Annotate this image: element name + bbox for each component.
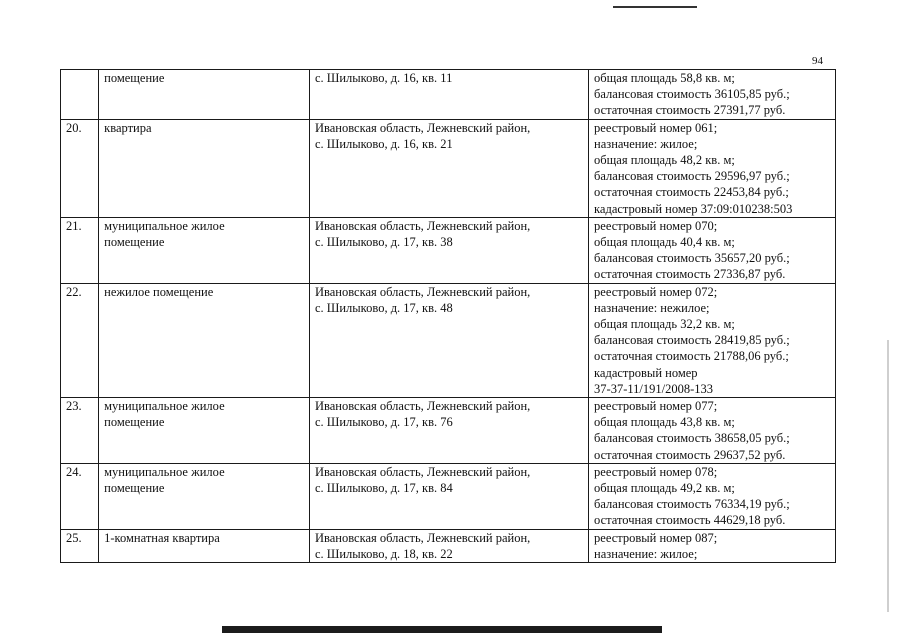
text-line: общая площадь 40,4 кв. м;: [594, 235, 735, 250]
text-line: реестровый номер 077;: [594, 399, 718, 414]
text-line: 37-37-11/191/2008-133: [594, 381, 714, 396]
address-cell: [309, 217, 588, 283]
text-line: помещение: [104, 235, 165, 250]
text-line: общая площадь 48,2 кв. м;: [594, 153, 735, 168]
scan-edge-mark: [887, 340, 889, 612]
text-line: с. Шилыково, д. 16, кв. 21: [314, 136, 453, 151]
address-cell: [309, 463, 588, 529]
table-row: [61, 217, 836, 283]
text-line: назначение: жилое;: [594, 546, 698, 561]
text-line: остаточная стоимость 27391,77 руб.: [594, 103, 786, 118]
row-number-cell: 23.: [61, 398, 99, 464]
table-row: [61, 529, 836, 562]
table-row: [61, 119, 836, 217]
text-line: общая площадь 49,2 кв. м;: [594, 481, 735, 496]
object-name-cell: [99, 283, 310, 397]
text-line: 1-комнатная квартира: [104, 530, 220, 545]
text-line: квартира: [104, 120, 152, 135]
row-number-cell: 25.: [61, 529, 99, 562]
text-line: назначение: нежилое;: [594, 300, 710, 315]
property-registry-table: [60, 69, 836, 563]
address-cell: [309, 119, 588, 217]
object-name-cell: [99, 398, 310, 464]
object-name-cell: [99, 529, 310, 562]
table-row: [61, 283, 836, 397]
address-cell: [309, 398, 588, 464]
text-line: остаточная стоимость 27336,87 руб.: [594, 267, 786, 282]
text-line: общая площадь 58,8 кв. м;: [594, 71, 735, 85]
details-cell: [589, 70, 836, 120]
text-line: остаточная стоимость 22453,84 руб.;: [594, 185, 789, 200]
text-line: помещение: [104, 481, 165, 496]
details-cell: [589, 463, 836, 529]
scan-bottom-bar: [222, 626, 662, 633]
table-body: [61, 70, 836, 563]
text-line: балансовая стоимость 76334,19 руб.;: [594, 497, 790, 512]
text-line: остаточная стоимость 44629,18 руб.: [594, 513, 786, 528]
text-line: реестровый номер 072;: [594, 284, 718, 299]
text-line: кадастровый номер 37:09:010238:503: [594, 201, 793, 216]
text-line: общая площадь 43,8 кв. м;: [594, 415, 735, 430]
text-line: с. Шилыково, д. 17, кв. 48: [314, 300, 453, 315]
text-line: Ивановская область, Лежневский район,: [314, 218, 531, 233]
text-line: Ивановская область, Лежневский район,: [314, 399, 531, 414]
address-cell: [309, 529, 588, 562]
details-cell: [589, 217, 836, 283]
page-number: 94: [812, 55, 823, 67]
text-line: помещение: [104, 71, 165, 85]
text-line: Ивановская область, Лежневский район,: [314, 120, 531, 135]
object-name-cell: [99, 70, 310, 120]
text-line: общая площадь 32,2 кв. м;: [594, 317, 735, 332]
row-number-cell: 24.: [61, 463, 99, 529]
text-line: кадастровый номер: [594, 365, 698, 380]
details-cell: [589, 398, 836, 464]
scan-top-line: [613, 6, 697, 8]
row-number-cell: 21.: [61, 217, 99, 283]
text-line: помещение: [104, 415, 165, 430]
text-line: муниципальное жилое: [104, 464, 225, 479]
row-number-cell: 22.: [61, 283, 99, 397]
text-line: муниципальное жилое: [104, 218, 225, 233]
table-row: [61, 398, 836, 464]
text-line: реестровый номер 087;: [594, 530, 718, 545]
text-line: назначение: жилое;: [594, 136, 698, 151]
text-line: балансовая стоимость 35657,20 руб.;: [594, 251, 790, 266]
table-row: [61, 463, 836, 529]
text-line: балансовая стоимость 36105,85 руб.;: [594, 87, 790, 102]
text-line: с. Шилыково, д. 16, кв. 11: [314, 71, 453, 85]
details-cell: [589, 529, 836, 562]
text-line: нежилое помещение: [104, 284, 214, 299]
text-line: Ивановская область, Лежневский район,: [314, 284, 531, 299]
table-row: [61, 70, 836, 120]
object-name-cell: [99, 463, 310, 529]
row-number-cell: [61, 70, 99, 120]
text-line: реестровый номер 070;: [594, 218, 718, 233]
text-line: реестровый номер 061;: [594, 120, 718, 135]
row-number-cell: 20.: [61, 119, 99, 217]
text-line: реестровый номер 078;: [594, 464, 718, 479]
details-cell: [589, 283, 836, 397]
text-line: остаточная стоимость 29637,52 руб.: [594, 447, 786, 462]
address-cell: [309, 283, 588, 397]
object-name-cell: [99, 119, 310, 217]
text-line: муниципальное жилое: [104, 399, 225, 414]
text-line: остаточная стоимость 21788,06 руб.;: [594, 349, 789, 364]
address-cell: [309, 70, 588, 120]
text-line: Ивановская область, Лежневский район,: [314, 464, 531, 479]
details-cell: [589, 119, 836, 217]
text-line: Ивановская область, Лежневский район,: [314, 530, 531, 545]
text-line: балансовая стоимость 29596,97 руб.;: [594, 169, 790, 184]
text-line: с. Шилыково, д. 17, кв. 76: [314, 415, 453, 430]
text-line: балансовая стоимость 28419,85 руб.;: [594, 333, 790, 348]
object-name-cell: [99, 217, 310, 283]
text-line: с. Шилыково, д. 17, кв. 84: [314, 481, 453, 496]
text-line: с. Шилыково, д. 17, кв. 38: [314, 235, 453, 250]
text-line: балансовая стоимость 38658,05 руб.;: [594, 431, 790, 446]
text-line: с. Шилыково, д. 18, кв. 22: [314, 546, 453, 561]
